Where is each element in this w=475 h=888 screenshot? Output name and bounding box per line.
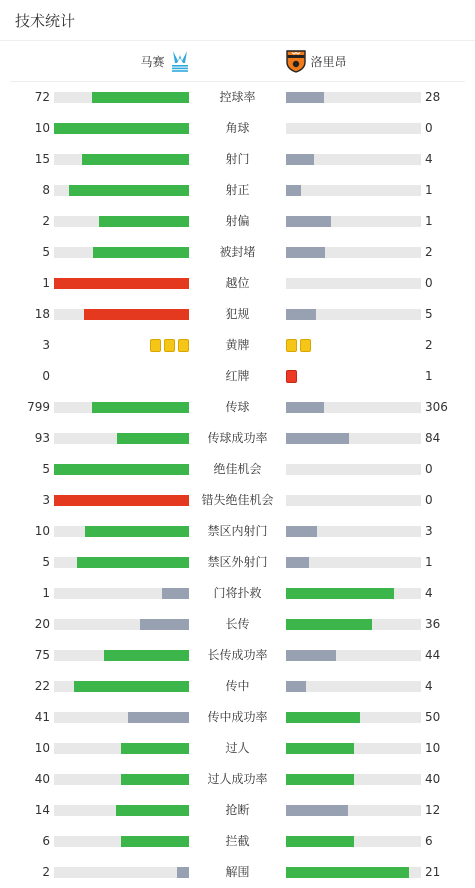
stat-home-value: 75: [34, 648, 50, 662]
away-bar-fill: [286, 557, 309, 568]
home-bar-fill: [85, 526, 189, 537]
home-bar-track: [54, 588, 189, 599]
home-bar-track: [54, 464, 189, 475]
away-bar-track: [286, 836, 421, 847]
stats-list: [0, 82, 475, 888]
stat-home-value: 1: [42, 586, 50, 600]
away-bar-track: [286, 805, 421, 816]
away-bar-track: [286, 92, 421, 103]
away-bar-track: [286, 557, 421, 568]
stat-row: [0, 423, 475, 454]
stat-away-value: 6: [425, 834, 433, 848]
away-bar-track: [286, 526, 421, 537]
stat-home-value: 3: [42, 493, 50, 507]
away-bar-fill: [286, 867, 409, 878]
yellow-card-icon: [178, 339, 189, 352]
stat-row: [0, 82, 475, 113]
home-bar-fill: [54, 123, 189, 134]
home-bar-track: [54, 526, 189, 537]
stat-home-value: 5: [42, 245, 50, 259]
stat-away-value: 4: [425, 679, 433, 693]
home-bar-track: [54, 650, 189, 661]
stat-away-value: 4: [425, 152, 433, 166]
stat-label: 拦截: [225, 834, 250, 848]
away-bar-fill: [286, 588, 394, 599]
away-bar-track: [286, 867, 421, 878]
stat-away-value: 4: [425, 586, 433, 600]
away-bar-fill: [286, 743, 354, 754]
stat-label: 抢断: [225, 803, 250, 817]
away-bar-fill: [286, 309, 316, 320]
stat-label: 传中: [225, 679, 250, 693]
away-bar-fill: [286, 216, 331, 227]
away-bar-fill: [286, 185, 301, 196]
home-bar-track: [54, 774, 189, 785]
home-bar-fill: [92, 402, 189, 413]
stat-away-value: 40: [425, 772, 441, 786]
home-team[interactable]: [10, 49, 238, 73]
home-bar-track: [54, 681, 189, 692]
away-bar-track: [286, 743, 421, 754]
home-bar-fill: [99, 216, 189, 227]
stat-home-value: 22: [34, 679, 50, 693]
stat-away-value: 21: [425, 865, 441, 879]
home-bar-track: [54, 309, 189, 320]
home-bar-fill: [84, 309, 189, 320]
stat-away-value: 0: [425, 276, 433, 290]
stat-home-value: 10: [34, 524, 50, 538]
stat-row: [0, 857, 475, 888]
stat-label: 传球: [225, 400, 250, 414]
stat-label: 长传成功率: [207, 648, 268, 662]
stat-row: [0, 640, 475, 671]
home-bar-fill: [104, 650, 189, 661]
stat-row: [0, 206, 475, 237]
stat-away-value: 306: [425, 400, 448, 414]
home-bar-fill: [140, 619, 189, 630]
home-bar-track: [54, 743, 189, 754]
stat-away-value: 0: [425, 493, 433, 507]
stat-away-value: 12: [425, 803, 441, 817]
yellow-card-icon: [286, 339, 297, 352]
away-bar-track: [286, 216, 421, 227]
yellow-card-icon: [300, 339, 311, 352]
away-bar-fill: [286, 836, 354, 847]
stat-row: [0, 764, 475, 795]
stat-row: [0, 113, 475, 144]
home-bar-track: [54, 836, 189, 847]
away-bar-fill: [286, 650, 336, 661]
home-bar-fill: [82, 154, 189, 165]
home-bar-track: [54, 619, 189, 630]
stat-away-value: 1: [425, 214, 433, 228]
stat-home-value: 15: [34, 152, 50, 166]
away-bar-fill: [286, 712, 360, 723]
stat-row: [0, 826, 475, 857]
home-bar-track: [54, 495, 189, 506]
away-bar-fill: [286, 619, 372, 630]
stat-away-value: 2: [425, 338, 433, 352]
stat-away-value: 36: [425, 617, 441, 631]
stat-label: 绝佳机会: [213, 462, 262, 476]
stat-row: [0, 609, 475, 640]
stat-home-value: 2: [42, 865, 50, 879]
away-bar-track: [286, 154, 421, 165]
teams-header: [10, 41, 465, 82]
away-bar-fill: [286, 433, 349, 444]
home-bar-fill: [77, 557, 189, 568]
stat-away-value: 28: [425, 90, 441, 104]
stat-row: [0, 175, 475, 206]
away-cards: [286, 339, 311, 352]
home-bar-fill: [69, 185, 189, 196]
red-card-icon: [286, 370, 297, 383]
away-bar-track: [286, 185, 421, 196]
stat-label: 射正: [225, 183, 250, 197]
home-bar-fill: [117, 433, 189, 444]
away-bar-track: [286, 681, 421, 692]
home-bar-track: [54, 154, 189, 165]
away-bar-track: [286, 619, 421, 630]
stat-label: 射偏: [225, 214, 250, 228]
away-bar-track: [286, 309, 421, 320]
home-bar-track: [54, 402, 189, 413]
home-bar-track: [54, 867, 189, 878]
stat-label: 犯规: [225, 307, 250, 321]
lorient-logo-icon: [285, 49, 307, 73]
yellow-card-icon: [150, 339, 161, 352]
home-bar-track: [54, 433, 189, 444]
stat-row: [0, 702, 475, 733]
home-bar-fill: [54, 495, 189, 506]
stat-label: 被封堵: [219, 245, 256, 259]
stat-label: 射门: [225, 152, 250, 166]
stat-home-value: 1: [42, 276, 50, 290]
away-bar-fill: [286, 774, 354, 785]
stat-home-value: 40: [34, 772, 50, 786]
stat-away-value: 1: [425, 555, 433, 569]
stat-away-value: 0: [425, 462, 433, 476]
away-bar-track: [286, 464, 421, 475]
stat-home-value: 10: [34, 121, 50, 135]
stat-label: 过人: [225, 741, 250, 755]
home-bar-fill: [93, 247, 189, 258]
stat-away-value: 10: [425, 741, 441, 755]
stat-home-value: 20: [34, 617, 50, 631]
home-bar-track: [54, 123, 189, 134]
stat-label: 解围: [225, 865, 250, 879]
stat-away-value: 2: [425, 245, 433, 259]
home-bar-track: [54, 92, 189, 103]
marseille-logo-icon: [169, 49, 191, 73]
home-bar-fill: [121, 774, 189, 785]
away-bar-track: [286, 433, 421, 444]
stat-home-value: 5: [42, 462, 50, 476]
stat-row: [0, 454, 475, 485]
stat-row: [0, 268, 475, 299]
stat-label: 禁区外射门: [207, 555, 268, 569]
home-team-name: 马赛: [140, 54, 165, 69]
stat-home-value: 8: [42, 183, 50, 197]
away-bar-fill: [286, 681, 306, 692]
away-bar-track: [286, 247, 421, 258]
yellow-card-icon: [164, 339, 175, 352]
stat-away-value: 0: [425, 121, 433, 135]
stat-away-value: 3: [425, 524, 433, 538]
away-bar-track: [286, 278, 421, 289]
away-bar-track: [286, 402, 421, 413]
away-bar-fill: [286, 805, 348, 816]
stat-home-value: 41: [34, 710, 50, 724]
stat-row: [0, 361, 475, 392]
stat-label: 角球: [225, 121, 250, 135]
stat-home-value: 72: [34, 90, 50, 104]
away-bar-track: [286, 774, 421, 785]
home-bar-track: [54, 278, 189, 289]
home-bar-fill: [92, 92, 189, 103]
home-bar-track: [54, 247, 189, 258]
stat-row: [0, 330, 475, 361]
stat-away-value: 44: [425, 648, 441, 662]
away-bar-fill: [286, 402, 324, 413]
stat-home-value: 799: [27, 400, 50, 414]
section-header: [0, 0, 475, 41]
home-bar-fill: [74, 681, 189, 692]
stat-row: [0, 485, 475, 516]
stat-row: [0, 671, 475, 702]
stat-label: 禁区内射门: [207, 524, 268, 538]
stat-away-value: 1: [425, 183, 433, 197]
stat-home-value: 14: [34, 803, 50, 817]
away-bar-fill: [286, 92, 324, 103]
stat-row: [0, 237, 475, 268]
stat-label: 传中成功率: [207, 710, 268, 724]
home-bar-fill: [54, 278, 189, 289]
home-bar-fill: [162, 588, 189, 599]
away-cards: [286, 370, 297, 383]
home-bar-track: [54, 216, 189, 227]
home-bar-fill: [121, 743, 189, 754]
stat-row: [0, 733, 475, 764]
away-team-name: 洛里昂: [310, 54, 347, 69]
away-bar-track: [286, 495, 421, 506]
stat-label: 错失绝佳机会: [201, 493, 274, 507]
away-bar-fill: [286, 526, 317, 537]
stat-home-value: 6: [42, 834, 50, 848]
stat-home-value: 2: [42, 214, 50, 228]
stat-label: 黄牌: [225, 338, 250, 352]
away-bar-track: [286, 650, 421, 661]
stat-home-value: 10: [34, 741, 50, 755]
home-bar-track: [54, 185, 189, 196]
stat-label: 越位: [225, 276, 250, 290]
home-bar-fill: [54, 464, 189, 475]
stat-row: [0, 392, 475, 423]
stat-row: [0, 516, 475, 547]
stat-row: [0, 144, 475, 175]
stat-row: [0, 795, 475, 826]
stat-away-value: 50: [425, 710, 441, 724]
home-bar-track: [54, 712, 189, 723]
stat-away-value: 5: [425, 307, 433, 321]
stat-home-value: 5: [42, 555, 50, 569]
stat-label: 门将扑救: [213, 586, 262, 600]
home-bar-fill: [116, 805, 189, 816]
stat-label: 控球率: [219, 90, 256, 104]
away-bar-fill: [286, 247, 325, 258]
home-bar-fill: [177, 867, 189, 878]
home-bar-track: [54, 805, 189, 816]
stat-label: 长传: [225, 617, 250, 631]
home-bar-fill: [121, 836, 189, 847]
stat-row: [0, 299, 475, 330]
stat-home-value: 18: [34, 307, 50, 321]
home-bar-fill: [128, 712, 189, 723]
stat-away-value: 1: [425, 369, 433, 383]
stat-home-value: 93: [34, 431, 50, 445]
stat-label: 传球成功率: [207, 431, 268, 445]
home-cards: [150, 339, 189, 352]
away-bar-track: [286, 712, 421, 723]
away-bar-track: [286, 588, 421, 599]
stat-row: [0, 578, 475, 609]
stat-away-value: 84: [425, 431, 441, 445]
away-bar-track: [286, 123, 421, 134]
away-team[interactable]: [238, 49, 466, 73]
stat-row: [0, 547, 475, 578]
home-bar-track: [54, 557, 189, 568]
stat-label: 红牌: [225, 369, 250, 383]
stat-home-value: 0: [42, 369, 50, 383]
away-bar-fill: [286, 154, 314, 165]
section-title: 技术统计: [15, 11, 76, 30]
stat-home-value: 3: [42, 338, 50, 352]
stat-label: 过人成功率: [207, 772, 268, 786]
